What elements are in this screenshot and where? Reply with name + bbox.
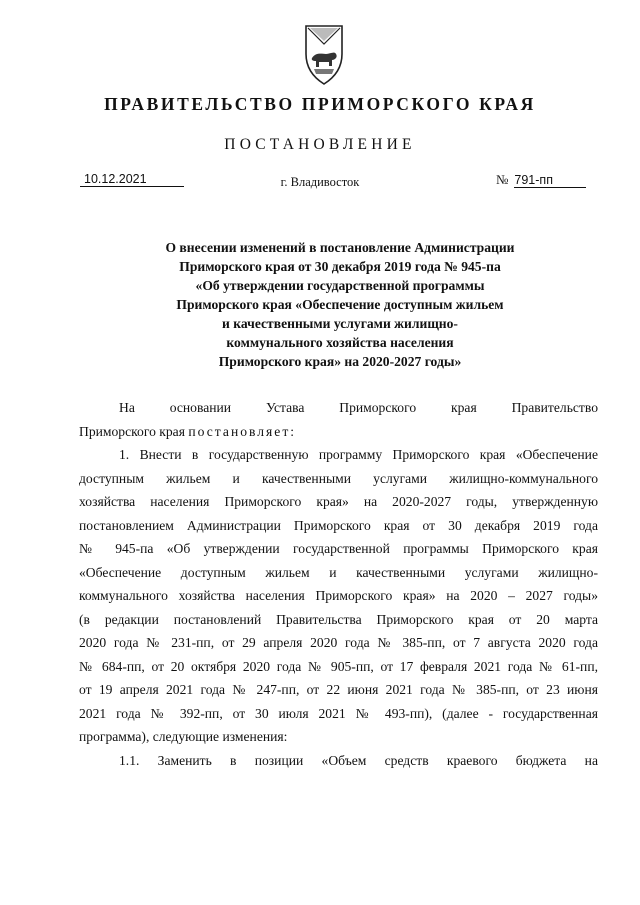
document-body [79,396,598,772]
heading-line: и качественными услугами жилищно- [222,316,458,331]
heading-line: Приморского края «Обеспечение доступным жильем [176,297,504,312]
decree-word: постановляет: [188,423,297,439]
heading-line: коммунального хозяйства населения [226,335,454,350]
paragraph-line: (в редакции постановлений Правительства Приморского края от 20 марта [79,611,598,627]
paragraph-line: программа), следующие изменения: [79,729,288,744]
paragraph-line: хозяйства населения Приморского края» на 2020-2027 годы, утвержденную [79,494,598,509]
document-number [496,172,592,188]
paragraph-line: «Обеспечение доступным жильем и качественными услугами жилищно- [79,564,598,580]
document-heading [120,238,560,371]
paragraph-line: 2020 года № 231-пп, от 29 апреля 2020 года № 385-пп, от 7 августа 2020 года [79,635,598,650]
paragraph-line: доступным жильем и качественными услугами жилищно-коммунального [79,470,598,486]
paragraph-line: № 945-па «Об утверждении государственной программы Приморского края [79,541,598,556]
number-sign: № [496,172,509,187]
paragraph-line: 1.1. Заменить в позиции «Объем средств краевого бюджета на [119,752,598,768]
heading-line: Приморского края от 30 декабря 2019 года № 945-па [179,259,501,274]
intro-line [79,420,598,444]
paragraph-line: постановлением Администрации Приморского края от 30 декабря 2019 года [79,517,598,533]
intro-text: Приморского края [79,423,189,439]
heading-line: Приморского края» на 2020-2027 годы» [218,354,462,369]
document-city: г. Владивосток [280,175,360,189]
government-title: ПРАВИТЕЛЬСТВО ПРИМОРСКОГО КРАЯ [104,94,536,114]
document-type: ПОСТАНОВЛЕНИЕ [224,136,416,153]
coat-of-arms-emblem [302,24,346,86]
paragraph-line: 2021 года № 392-пп, от 30 июля 2021 № 493-пп), (далее - государственная [79,705,598,721]
intro-line: На основании Устава Приморского края Правительство [119,400,598,415]
document-date: 10.12.2021 [80,172,184,187]
paragraph-line: № 684-пп, от 20 октября 2020 года № 905-пп, от 17 февраля 2021 года № 61-пп, [79,658,598,674]
paragraph-line: коммунального хозяйства населения Приморского края» на 2020 – 2027 годы» [79,588,598,603]
paragraph-line: 1. Внести в государственную программу Приморского края «Обеспечение [119,447,598,462]
number-value: 791-пп [514,173,586,188]
heading-line: О внесении изменений в постановление Администрации [165,240,515,255]
heading-line: «Об утверждении государственной программы [195,278,485,293]
paragraph-line: от 19 апреля 2021 года № 247-пп, от 22 июня 2021 года № 385-пп, от 23 июня [79,682,598,697]
